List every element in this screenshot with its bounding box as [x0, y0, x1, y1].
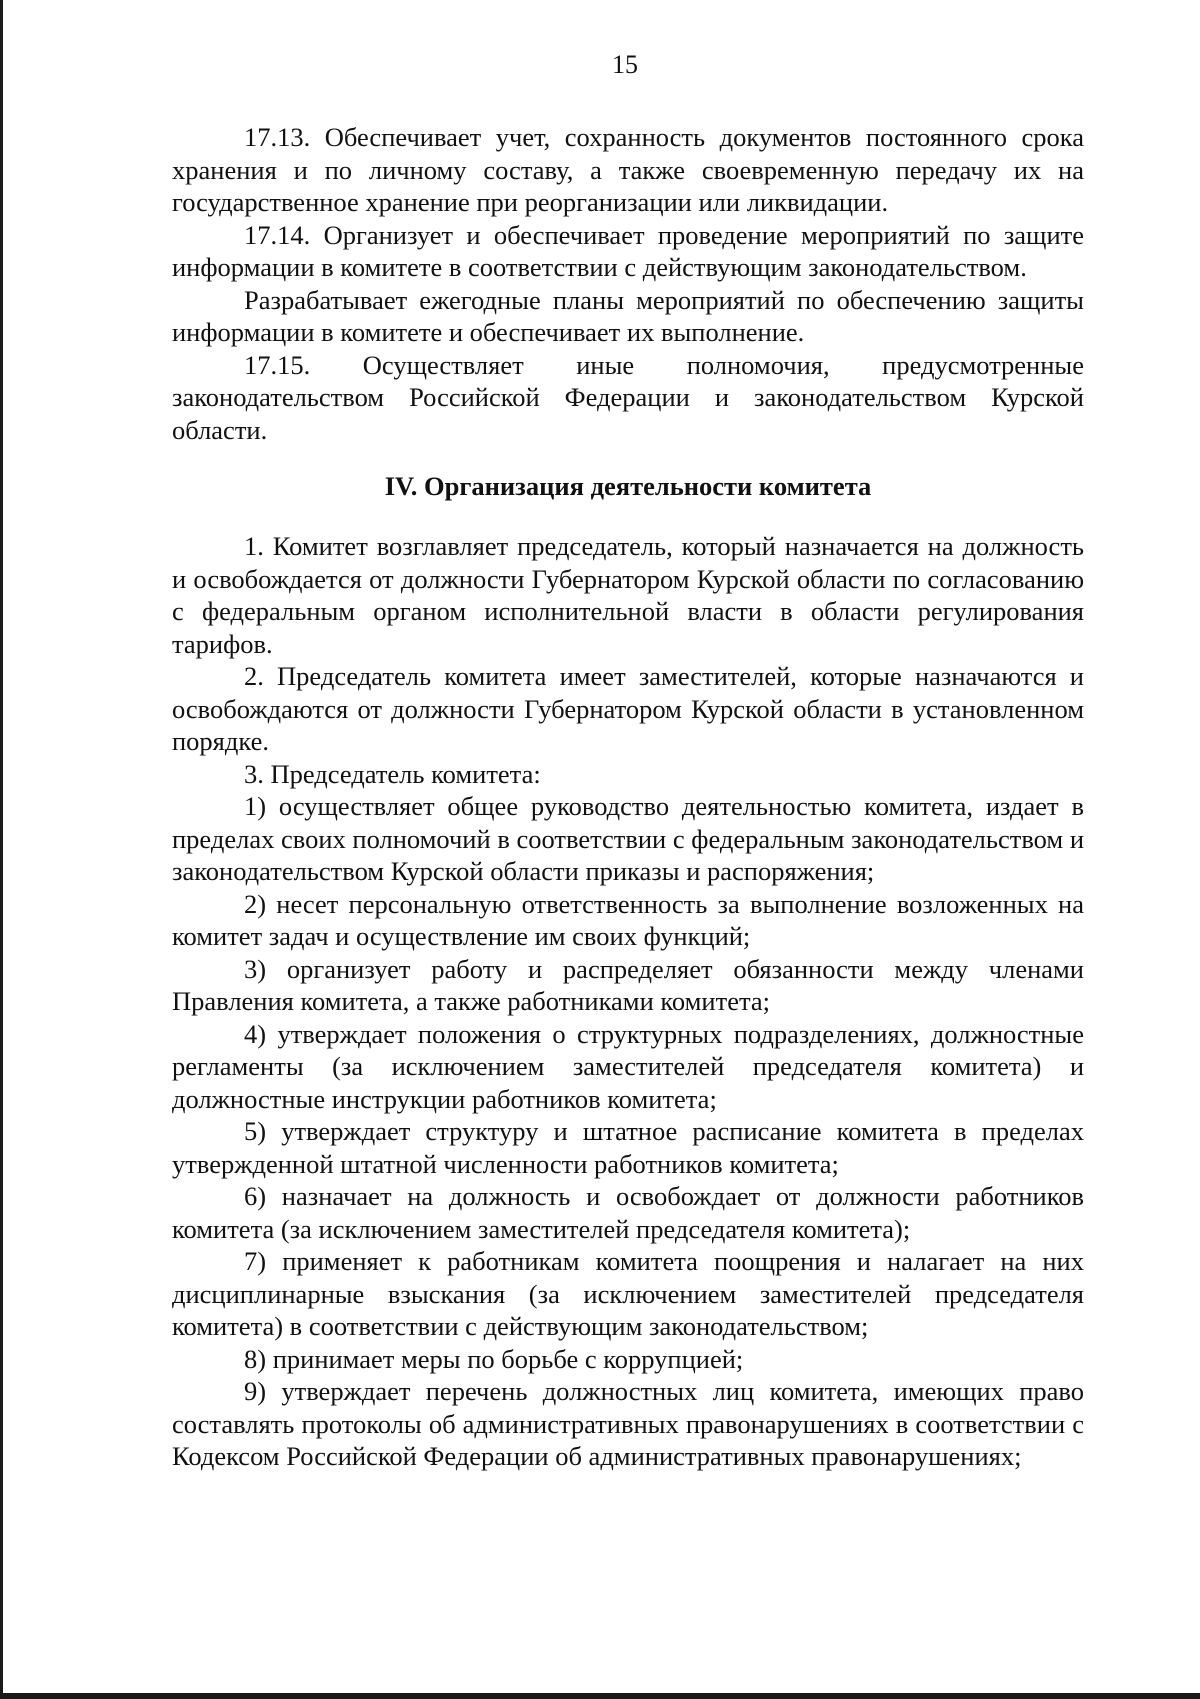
list-item-7: 7) применяет к работникам комитета поощрения и налагает на них дисциплинарные взыскания (за исключением заместителей председателя комитета) в соответствии с действующим законодательством;	[172, 1246, 1084, 1341]
paragraph-4-3: 3. Председатель комитета:	[244, 758, 541, 789]
paragraph-4-1: 1. Комитет возглавляет председатель, который назначается на должность и освобождается от должности Губернатором Курской области по согласованию с федеральным органом исполнительной власти в области регулирования тарифов.	[172, 531, 1084, 659]
section-heading-text: IV. Организация деятельности комитета	[384, 471, 872, 501]
list-item-1: 1) осуществляет общее руководство деятельностью комитета, издает в пределах своих полномочий в соответствии с федеральным законодательством и законодательством Курской области приказы и распоряжения;	[172, 791, 1084, 886]
list-item-8: 8) принимает меры по борьбе с коррупцией;	[244, 1343, 744, 1374]
section-4-body	[172, 530, 1084, 1473]
paragraph-17-14: 17.14. Организует и обеспечивает проведение мероприятий по защите информации в комитете в соответствии с действующим законодательством.	[172, 219, 1084, 282]
paragraph-17-15: 17.15. Осуществляет иные полномочия, предусмотренные законодательством Российской Федерации и законодательством Курской области.	[172, 349, 1084, 445]
scan-edge-bottom	[0, 1693, 1200, 1699]
page-number: 15	[612, 50, 638, 79]
section-heading	[172, 470, 1084, 502]
list-item-6: 6) назначает на должность и освобождает от должности работников комитета (за исключением заместителей председателя комитета);	[172, 1181, 1084, 1244]
list-item-9: 9) утверждает перечень должностных лиц комитета, имеющих право составлять протоколы об административных правонарушениях в соответствии с Кодексом Российской Федерации об административных правонарушениях;	[172, 1376, 1084, 1471]
document-body	[172, 121, 1084, 1473]
paragraph-17-13: 17.13. Обеспечивает учет, сохранность документов постоянного срока хранения и по личному составу, а также своевременную передачу их на государственное хранение при реорганизации или ликвидации.	[172, 122, 1084, 217]
list-item-5: 5) утверждает структуру и штатное расписание комитета в пределах утвержденной штатной численности работников комитета;	[172, 1116, 1084, 1179]
scan-edge-left	[0, 0, 3, 1699]
paragraph-4-2: 2. Председатель комитета имеет заместителей, которые назначаются и освобождаются от должности Губернатором Курской области в установленном порядке.	[172, 661, 1084, 756]
paragraph-17-14-plans: Разрабатывает ежегодные планы мероприятий по обеспечению защиты информации в комитете и обеспечивает их выполнение.	[172, 284, 1084, 347]
section-17-continuation	[172, 121, 1084, 446]
list-item-3: 3) организует работу и распределяет обязанности между членами Правления комитета, а также работниками комитета;	[172, 953, 1084, 1016]
list-item-4: 4) утверждает положения о структурных подразделениях, должностные регламенты (за исключением заместителей председателя комитета) и должностные инструкции работников комитета;	[172, 1018, 1084, 1114]
list-item-2: 2) несет персональную ответственность за выполнение возложенных на комитет задач и осуществление им своих функций;	[172, 888, 1084, 951]
